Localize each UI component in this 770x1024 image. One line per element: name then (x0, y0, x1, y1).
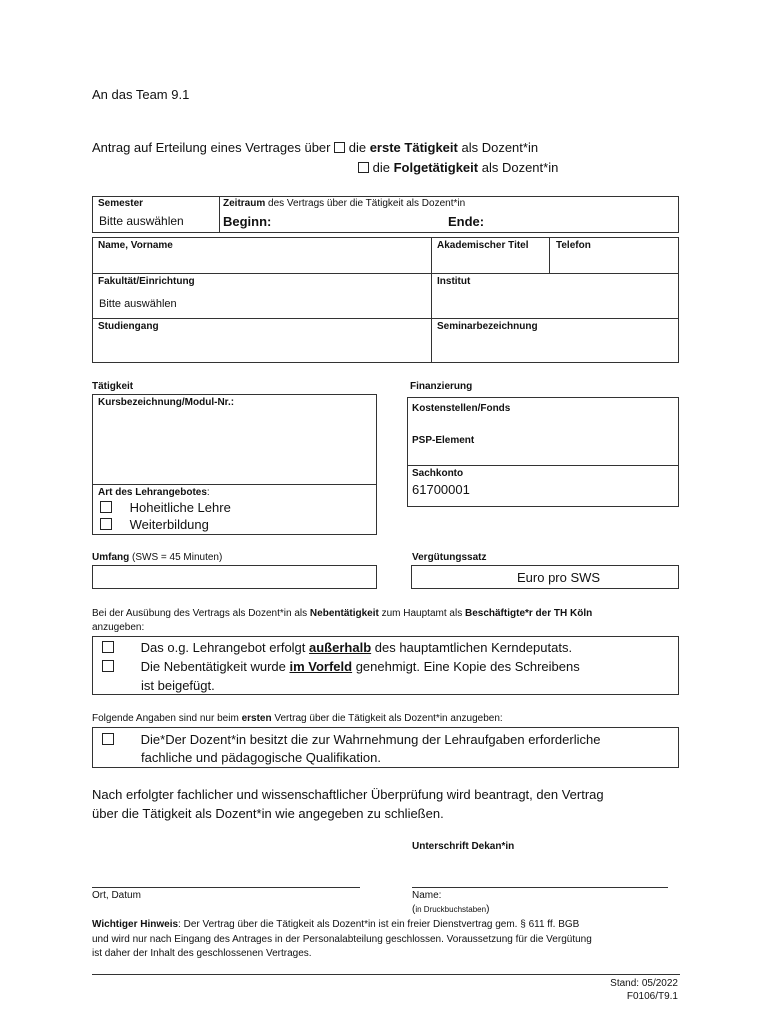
titel-field[interactable] (433, 252, 547, 271)
zeitraum-label (223, 198, 465, 209)
psp-label: PSP-Element (412, 435, 475, 446)
sachkonto-field[interactable]: 61700001 (412, 482, 470, 497)
opt2-bold: Folgetätigkeit (393, 160, 479, 175)
studiengang-field[interactable] (94, 335, 428, 361)
request-prefix: Antrag auf Erteilung eines Vertrages über (92, 140, 331, 155)
umfang-field[interactable] (92, 565, 377, 589)
addressee: An das Team 9.1 (92, 87, 190, 102)
beginn-label: Beginn: (223, 214, 272, 229)
divider (92, 318, 679, 319)
opt2-post: als Dozent*in (478, 160, 559, 175)
sachkonto-label: Sachkonto (412, 468, 464, 479)
closing-line-1: Nach erfolgter fachlicher und wissenschaftlicher Überprüfung wird beantragt, den Vertrag (92, 787, 604, 802)
seminar-label: Seminarbezeichnung (437, 321, 538, 332)
titel-label: Akademischer Titel (437, 240, 529, 251)
divider (549, 237, 550, 274)
hinweis-line-3: ist daher der Inhalt des geschlossenen Vertrages. (92, 948, 312, 959)
semester-label: Semester (98, 198, 144, 209)
request-line-2 (358, 160, 558, 175)
zeitraum-rest: des Vertrags über die Tätigkeit als Dozent*in (265, 198, 466, 209)
studiengang-label: Studiengang (98, 321, 159, 332)
erste-taetigkeit-checkbox[interactable] (334, 142, 345, 153)
opt2-pre: die (372, 160, 394, 175)
telefon-field[interactable] (551, 252, 677, 271)
seminar-field[interactable] (433, 335, 677, 361)
item2-line2: ist beigefügt. (141, 678, 215, 693)
hinweis-rest: : Der Vertrag über die Tätigkeit als Dozent*in ist ein freier Dienstvertrag gem. § 611 ff. BGB (178, 919, 580, 930)
opt1-post: als Dozent*in (457, 140, 539, 155)
qualifikation-option[interactable] (102, 732, 600, 747)
hint-open: ( (412, 904, 416, 915)
ort-datum-line[interactable] (92, 887, 360, 888)
erste-intro-pre: Folgende Angaben sind nur beim (92, 713, 242, 724)
erste-intro (92, 713, 503, 724)
opt1-bold: erste Tätigkeit (369, 140, 458, 155)
hoheitliche-lehre-checkbox[interactable] (100, 501, 112, 513)
kostenstellen-label: Kostenstellen/Fonds (412, 403, 511, 414)
item2-post: genehmigt. Eine Kopie des Schreibens (352, 659, 580, 674)
hinweis-bold: Wichtiger Hinweis (92, 919, 179, 930)
divider (92, 484, 377, 485)
fakultaet-select[interactable]: Bitte auswählen (99, 298, 177, 310)
footer-divider (92, 974, 680, 975)
neben-intro-bold1: Nebentätigkeit (309, 608, 379, 619)
folgetaetigkeit-checkbox[interactable] (358, 162, 369, 173)
kurs-field[interactable] (94, 410, 375, 482)
name-label: Name, Vorname (98, 240, 173, 251)
erste-intro-post: Vertrag über die Tätigkeit als Dozent*in anzugeben: (271, 713, 503, 724)
ausserhalb-option[interactable] (102, 640, 572, 655)
divider (431, 237, 432, 363)
verguetung-unit: Euro pro SWS (517, 570, 601, 585)
finanzierung-heading: Finanzierung (410, 381, 473, 392)
verguetung-label: Vergütungssatz (412, 552, 487, 563)
hint-close: ) (486, 904, 490, 915)
umfang-bold: Umfang (92, 552, 130, 563)
ende-label: Ende: (448, 214, 485, 229)
neben-intro-bold2: Beschäftigte*r der TH Köln (464, 608, 593, 619)
divider (219, 196, 220, 233)
item2-pre: Die Nebentätigkeit wurde (140, 659, 290, 674)
weiterbildung-option[interactable] (100, 517, 209, 532)
erste-intro-bold: ersten (241, 713, 272, 724)
request-line-1 (92, 140, 538, 155)
item1-post: des hauptamtlichen Kerndeputats. (371, 640, 573, 655)
hoheitliche-lehre-option[interactable] (100, 500, 231, 515)
weiterbildung-checkbox[interactable] (100, 518, 112, 530)
kurs-label: Kursbezeichnung/Modul-Nr.: (98, 397, 235, 408)
semester-select[interactable]: Bitte auswählen (99, 214, 184, 228)
qualifikation-line1: Die*Der Dozent*in besitzt die zur Wahrnehmung der Lehraufgaben erforderliche (140, 732, 601, 747)
item1-pre: Das o.g. Lehrangebot erfolgt (140, 640, 310, 655)
art-label-colon: : (206, 487, 210, 498)
name-hint (412, 904, 489, 915)
name-signature-label: Name: (412, 890, 442, 901)
taetigkeit-heading: Tätigkeit (92, 381, 134, 392)
ausserhalb-checkbox[interactable] (102, 641, 114, 653)
vorfeld-checkbox[interactable] (102, 660, 114, 672)
signature-line[interactable] (412, 887, 668, 888)
form-code: F0106/T9.1 (626, 991, 678, 1002)
hinweis-line-2: und wird nur nach Eingang des Antrages in der Personalabteilung geschlossen. Voraussetzung für die Vergütung (92, 934, 592, 945)
divider (92, 273, 679, 274)
hint-text: in Druckbuchstaben (415, 905, 487, 914)
stand-label: Stand: 05/2022 (610, 978, 678, 989)
qualifikation-line2: fachliche und pädagogische Qualifikation. (141, 750, 381, 765)
hinweis-line-1 (92, 919, 579, 930)
kostenstellen-field[interactable] (409, 416, 677, 432)
nebentaetigkeit-intro-2: anzugeben: (92, 622, 145, 633)
divider (407, 465, 679, 466)
weiterbildung-label: Weiterbildung (129, 517, 209, 532)
opt1-pre: die (348, 140, 370, 155)
vorfeld-option[interactable] (102, 659, 580, 674)
name-field[interactable] (94, 252, 428, 271)
fakultaet-label: Fakultät/Einrichtung (98, 276, 195, 287)
signature-label: Unterschrift Dekan*in (412, 841, 515, 852)
item1-underline: außerhalb (309, 640, 372, 655)
hoheitliche-lehre-label: Hoheitliche Lehre (129, 500, 231, 515)
art-label-bold: Art des Lehrangebotes (98, 487, 207, 498)
institut-field[interactable] (433, 290, 677, 316)
psp-field[interactable] (409, 448, 677, 463)
nebentaetigkeit-intro (92, 608, 592, 619)
ort-datum-label: Ort, Datum (92, 890, 141, 901)
umfang-rest: (SWS = 45 Minuten) (129, 552, 223, 563)
neben-intro-2: zum Hauptamt als (378, 608, 465, 619)
item2-underline: im Vorfeld (289, 659, 353, 674)
zeitraum-bold: Zeitraum (223, 198, 266, 209)
telefon-label: Telefon (556, 240, 591, 251)
institut-label: Institut (437, 276, 471, 287)
art-label (98, 487, 210, 498)
umfang-label (92, 552, 222, 563)
neben-intro-1: Bei der Ausübung des Vertrags als Dozent*in als (92, 608, 310, 619)
qualifikation-checkbox[interactable] (102, 733, 114, 745)
closing-line-2: über die Tätigkeit als Dozent*in wie angegeben zu schließen. (92, 806, 444, 821)
